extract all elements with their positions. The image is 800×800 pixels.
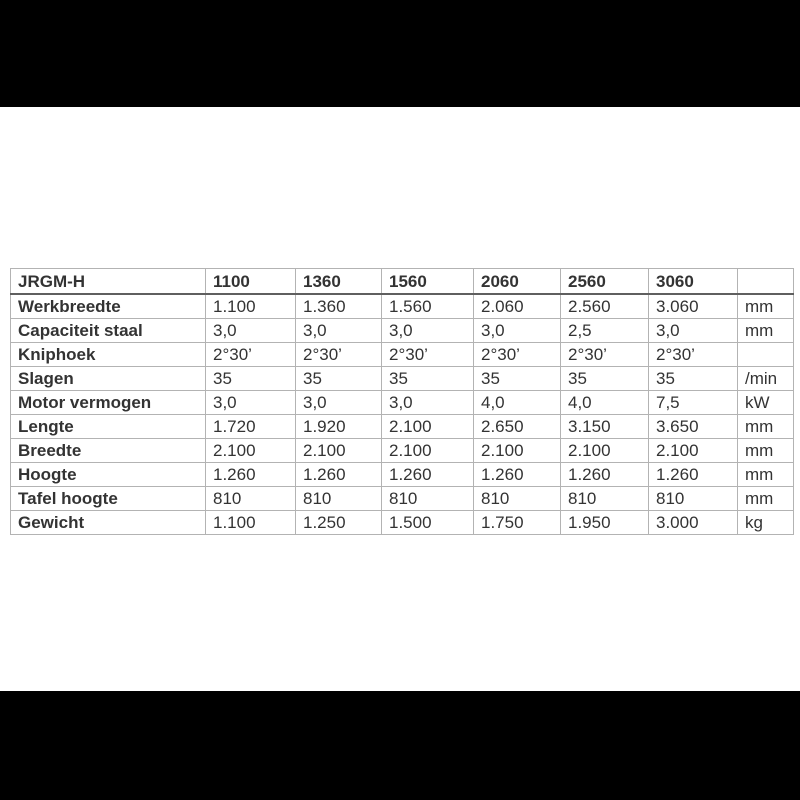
cell-value: 2°30’ [296, 343, 382, 367]
cell-value: 1.260 [206, 463, 296, 487]
cell-value: 3.150 [561, 415, 649, 439]
row-label: Slagen [11, 367, 206, 391]
cell-value: 2.650 [474, 415, 561, 439]
cell-value: 3,0 [296, 391, 382, 415]
table-row [11, 319, 794, 343]
cell-value: 3.000 [649, 511, 738, 535]
cell-value: 1.920 [296, 415, 382, 439]
cell-value: 810 [206, 487, 296, 511]
cell-value: 2°30’ [561, 343, 649, 367]
row-label: Breedte [11, 439, 206, 463]
model-column-header: 2560 [561, 269, 649, 295]
cell-value: 3,0 [382, 391, 474, 415]
cell-value: 7,5 [649, 391, 738, 415]
cell-value: 4,0 [561, 391, 649, 415]
cell-value: 35 [561, 367, 649, 391]
cell-value: 2.560 [561, 294, 649, 319]
spec-table [10, 268, 794, 535]
table-row [11, 367, 794, 391]
cell-unit: mm [738, 463, 794, 487]
cell-value: 2,5 [561, 319, 649, 343]
cell-value: 2°30’ [382, 343, 474, 367]
cell-unit: mm [738, 439, 794, 463]
cell-value: 1.260 [561, 463, 649, 487]
table-row [11, 511, 794, 535]
model-column-header: 1360 [296, 269, 382, 295]
cell-unit: mm [738, 487, 794, 511]
spec-table-body [11, 294, 794, 535]
cell-value: 1.100 [206, 511, 296, 535]
cell-value: 1.720 [206, 415, 296, 439]
cell-unit: mm [738, 319, 794, 343]
table-row [11, 415, 794, 439]
row-label: Lengte [11, 415, 206, 439]
cell-value: 1.750 [474, 511, 561, 535]
cell-value: 35 [206, 367, 296, 391]
row-label: Capaciteit staal [11, 319, 206, 343]
cell-value: 3,0 [296, 319, 382, 343]
row-label: Gewicht [11, 511, 206, 535]
row-label: Motor vermogen [11, 391, 206, 415]
cell-value: 35 [296, 367, 382, 391]
cell-unit: mm [738, 294, 794, 319]
model-column-header: 1100 [206, 269, 296, 295]
cell-value: 2.100 [649, 439, 738, 463]
model-column-header: 3060 [649, 269, 738, 295]
cell-value: 1.260 [474, 463, 561, 487]
cell-value: 4,0 [474, 391, 561, 415]
cell-value: 35 [382, 367, 474, 391]
cell-value: 1.360 [296, 294, 382, 319]
cell-value: 2°30’ [206, 343, 296, 367]
cell-value: 3,0 [474, 319, 561, 343]
unit-column-header [738, 269, 794, 295]
cell-value: 2.100 [296, 439, 382, 463]
cell-value: 1.260 [649, 463, 738, 487]
cell-value: 810 [474, 487, 561, 511]
cell-value: 810 [561, 487, 649, 511]
table-row [11, 487, 794, 511]
cell-value: 2.100 [206, 439, 296, 463]
table-row [11, 439, 794, 463]
cell-value: 1.500 [382, 511, 474, 535]
cell-value: 810 [382, 487, 474, 511]
cell-unit: kg [738, 511, 794, 535]
cell-unit: /min [738, 367, 794, 391]
cell-value: 1.260 [296, 463, 382, 487]
cell-value: 1.260 [382, 463, 474, 487]
content-strip [0, 107, 800, 691]
table-row [11, 343, 794, 367]
spec-table-header [11, 269, 794, 295]
cell-value: 810 [296, 487, 382, 511]
model-column-header: 2060 [474, 269, 561, 295]
cell-value: 2°30’ [474, 343, 561, 367]
row-label: Werkbreedte [11, 294, 206, 319]
table-title: JRGM-H [11, 269, 206, 295]
cell-value: 2°30’ [649, 343, 738, 367]
cell-value: 1.560 [382, 294, 474, 319]
cell-value: 1.950 [561, 511, 649, 535]
cell-value: 35 [474, 367, 561, 391]
header-row [11, 269, 794, 295]
cell-value: 3,0 [206, 391, 296, 415]
cell-value: 2.100 [474, 439, 561, 463]
cell-value: 1.100 [206, 294, 296, 319]
cell-value: 3.650 [649, 415, 738, 439]
cell-value: 3,0 [206, 319, 296, 343]
row-label: Kniphoek [11, 343, 206, 367]
cell-value: 2.060 [474, 294, 561, 319]
cell-value: 810 [649, 487, 738, 511]
cell-value: 3,0 [649, 319, 738, 343]
cell-unit: kW [738, 391, 794, 415]
cell-value: 2.100 [382, 415, 474, 439]
table-row [11, 294, 794, 319]
cell-unit: mm [738, 415, 794, 439]
cell-value: 1.250 [296, 511, 382, 535]
cell-value: 2.100 [561, 439, 649, 463]
cell-value: 35 [649, 367, 738, 391]
cell-value: 3,0 [382, 319, 474, 343]
table-row [11, 391, 794, 415]
model-column-header: 1560 [382, 269, 474, 295]
cell-value: 2.100 [382, 439, 474, 463]
table-row [11, 463, 794, 487]
row-label: Tafel hoogte [11, 487, 206, 511]
cell-unit [738, 343, 794, 367]
cell-value: 3.060 [649, 294, 738, 319]
row-label: Hoogte [11, 463, 206, 487]
